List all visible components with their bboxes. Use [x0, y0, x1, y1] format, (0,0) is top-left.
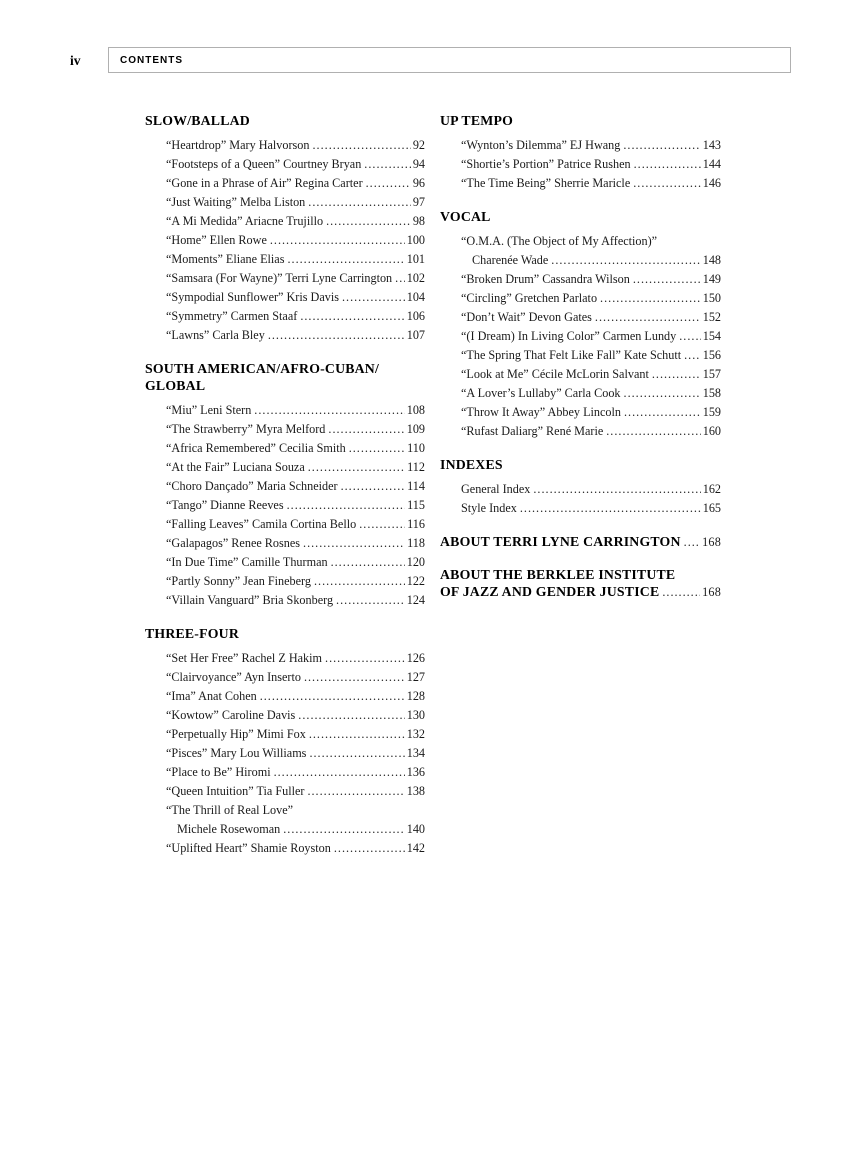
- running-header: [108, 47, 791, 73]
- running-header-title: CONTENTS: [120, 54, 183, 66]
- page-number: 165: [702, 501, 721, 515]
- page-number: 132: [406, 727, 425, 741]
- page-folio: iv: [70, 53, 81, 68]
- toc-entry: [166, 307, 425, 326]
- entry-title: “Place to Be” Hiromi: [166, 765, 271, 779]
- dot-leader: [684, 534, 700, 551]
- dot-leader: [595, 308, 701, 327]
- page-number: 106: [406, 309, 425, 323]
- entry-title: “Samsara (For Wayne)” Terri Lyne Carrington: [166, 271, 393, 285]
- page-number: 140: [406, 822, 425, 836]
- entry-list: [145, 401, 425, 610]
- dot-leader: [287, 496, 406, 515]
- toc-entry: [461, 384, 721, 403]
- entry-title: “Gone in a Phrase of Air” Regina Carter: [166, 176, 363, 190]
- dot-leader: [606, 422, 700, 441]
- entry-title: “Tango” Dianne Reeves: [166, 498, 284, 512]
- toc-entry: [461, 136, 721, 155]
- page-number: 107: [406, 328, 425, 342]
- dot-leader: [679, 327, 700, 346]
- page-number: 160: [702, 424, 721, 438]
- section-heading: [145, 112, 425, 129]
- dot-leader: [283, 820, 404, 839]
- toc-entry: [166, 477, 425, 496]
- page-number: 134: [406, 746, 425, 760]
- dot-leader: [551, 251, 700, 270]
- entry-title: “Footsteps of a Queen” Courtney Bryan: [166, 157, 362, 171]
- page-number: 158: [702, 386, 721, 400]
- toc-entry: [461, 251, 721, 270]
- entry-title: “The Thrill of Real Love”: [166, 803, 294, 817]
- dot-leader: [533, 480, 700, 499]
- toc-entry: [166, 534, 425, 553]
- dot-leader: [307, 782, 404, 801]
- toc-entry: [461, 365, 721, 384]
- dot-leader: [309, 725, 405, 744]
- toc-section: [440, 533, 721, 551]
- page-number: 146: [702, 176, 721, 190]
- entry-title: “Moments” Eliane Elias: [166, 252, 285, 266]
- toc-entry: [166, 326, 425, 345]
- dot-leader: [366, 174, 411, 193]
- section-heading-line1: VOCAL: [440, 209, 491, 224]
- toc-section: [440, 566, 721, 601]
- dot-leader: [326, 212, 411, 231]
- page-number: 120: [406, 555, 425, 569]
- entry-title: “Just Waiting” Melba Liston: [166, 195, 306, 209]
- section-heading-line1: ABOUT THE BERKLEE INSTITUTE: [440, 567, 676, 582]
- toc-entry: [166, 839, 425, 858]
- toc-section: [145, 625, 425, 858]
- toc-entry: [166, 820, 425, 839]
- entry-title: “Villain Vanguard” Bria Skonberg: [166, 593, 334, 607]
- toc-column-left: [145, 112, 425, 873]
- dot-leader: [308, 193, 411, 212]
- section-heading: [440, 112, 721, 129]
- dot-leader: [313, 136, 411, 155]
- page-number: 157: [702, 367, 721, 381]
- dot-leader: [633, 174, 700, 193]
- entry-title: General Index: [461, 482, 531, 496]
- section-heading: [440, 208, 721, 225]
- toc-entry: [166, 250, 425, 269]
- toc-entry: [166, 155, 425, 174]
- section-heading-line2: GLOBAL: [145, 378, 206, 393]
- toc-entry: [166, 687, 425, 706]
- entry-title: “Look at Me” Cécile McLorin Salvant: [461, 367, 649, 381]
- dot-leader: [662, 584, 700, 601]
- toc-entry: [166, 496, 425, 515]
- toc-entry: [166, 439, 425, 458]
- entry-title: “Circling” Gretchen Parlato: [461, 291, 598, 305]
- section-heading: [145, 625, 425, 642]
- toc-entry: [166, 744, 425, 763]
- toc-entry: [166, 725, 425, 744]
- toc-entry: [461, 480, 721, 499]
- toc-entry: [166, 401, 425, 420]
- dot-leader: [309, 744, 404, 763]
- page-number: 130: [406, 708, 425, 722]
- page-number: 94: [412, 157, 425, 171]
- toc-section: [145, 112, 425, 345]
- entry-list: [440, 136, 721, 193]
- page-number: 159: [702, 405, 721, 419]
- dot-leader: [364, 155, 411, 174]
- entry-title: “Sympodial Sunflower” Kris Davis: [166, 290, 339, 304]
- dot-leader: [624, 403, 701, 422]
- entry-title: “Wynton’s Dilemma” EJ Hwang: [461, 138, 621, 152]
- dot-leader: [334, 839, 405, 858]
- dot-leader: [634, 155, 701, 174]
- toc-entry: [166, 763, 425, 782]
- dot-leader: [274, 763, 405, 782]
- entry-title: “Africa Remembered” Cecilia Smith: [166, 441, 346, 455]
- entry-title: “A Mi Medida” Ariacne Trujillo: [166, 214, 324, 228]
- toc-entry: [166, 515, 425, 534]
- section-heading-row: [440, 533, 721, 551]
- dot-leader: [341, 477, 406, 496]
- entry-list: [145, 649, 425, 858]
- entry-title: “Galapagos” Renee Rosnes: [166, 536, 301, 550]
- page-number: 115: [407, 498, 425, 512]
- page-number: 142: [406, 841, 425, 855]
- entry-title: “Throw It Away” Abbey Lincoln: [461, 405, 621, 419]
- dot-leader: [304, 668, 405, 687]
- toc-entry: [461, 422, 721, 441]
- entry-title: “Rufast Daliarg” René Marie: [461, 424, 604, 438]
- section-heading-line1: INDEXES: [440, 457, 503, 472]
- dot-leader: [287, 250, 404, 269]
- entry-title: “The Strawberry” Myra Melford: [166, 422, 326, 436]
- page-number: 149: [702, 272, 721, 286]
- entry-title: “Queen Intuition” Tia Fuller: [166, 784, 305, 798]
- dot-leader: [624, 384, 701, 403]
- toc-entry: [461, 289, 721, 308]
- page-number: 92: [412, 138, 425, 152]
- page-number: 168: [702, 585, 721, 599]
- entry-title: “Clairvoyance” Ayn Inserto: [166, 670, 301, 684]
- section-heading-line1: THREE-FOUR: [145, 626, 239, 641]
- entry-title: “Falling Leaves” Camila Cortina Bello: [166, 517, 357, 531]
- entry-title: “(I Dream) In Living Color” Carmen Lundy: [461, 329, 677, 343]
- entry-title: “Uplifted Heart” Shamie Royston: [166, 841, 331, 855]
- section-heading: ABOUT TERRI LYNE CARRINGTON: [440, 534, 681, 549]
- entry-title: “Symmetry” Carmen Staaf: [166, 309, 298, 323]
- dot-leader: [623, 136, 700, 155]
- dot-leader: [268, 326, 405, 345]
- page-number: 118: [407, 536, 425, 550]
- page-number: 109: [406, 422, 425, 436]
- toc-section: [440, 456, 721, 518]
- dot-leader: [652, 365, 701, 384]
- page-number: 114: [407, 479, 425, 493]
- entry-title: “O.M.A. (The Object of My Affection)”: [461, 234, 658, 248]
- page-number: 168: [702, 535, 721, 549]
- section-heading-line1: SLOW/BALLAD: [145, 113, 250, 128]
- dot-leader: [308, 458, 405, 477]
- entry-title: “Home” Ellen Rowe: [166, 233, 267, 247]
- section-heading: [145, 360, 425, 394]
- toc-entry: [166, 591, 425, 610]
- page-number: 154: [702, 329, 721, 343]
- page-number: 112: [407, 460, 425, 474]
- page-number: 102: [406, 271, 425, 285]
- page-number: 110: [407, 441, 425, 455]
- section-heading-line2: OF JAZZ AND GENDER JUSTICE: [440, 584, 660, 599]
- dot-leader: [300, 307, 404, 326]
- entry-title: “The Time Being” Sherrie Maricle: [461, 176, 631, 190]
- section-heading-row: [440, 583, 721, 601]
- dot-leader: [270, 231, 405, 250]
- entry-title: “A Lover’s Lullaby” Carla Cook: [461, 386, 621, 400]
- toc-entry: [461, 327, 721, 346]
- entry-title: “Kowtow” Caroline Davis: [166, 708, 296, 722]
- page-number: 148: [702, 253, 721, 267]
- dot-leader: [520, 499, 701, 518]
- dot-leader: [342, 288, 405, 307]
- toc-entry: [166, 572, 425, 591]
- entry-title: “Lawns” Carla Bley: [166, 328, 265, 342]
- dot-leader: [328, 420, 404, 439]
- page-number: 144: [702, 157, 721, 171]
- toc-entry: [166, 231, 425, 250]
- dot-leader: [254, 401, 404, 420]
- page-number: 124: [406, 593, 425, 607]
- entry-list: [440, 480, 721, 518]
- toc-entry: [166, 174, 425, 193]
- toc-entry: [461, 270, 721, 289]
- page-number: 128: [406, 689, 425, 703]
- entry-title: “Don’t Wait” Devon Gates: [461, 310, 592, 324]
- section-heading: [440, 456, 721, 473]
- page-number: 104: [406, 290, 425, 304]
- entry-list: [145, 136, 425, 345]
- page-number: 122: [406, 574, 425, 588]
- entry-title: “Choro Dançado” Maria Schneider: [166, 479, 338, 493]
- toc-section: [440, 208, 721, 441]
- page-number: 96: [412, 176, 425, 190]
- dot-leader: [633, 270, 701, 289]
- entry-title: “Miu” Leni Stern: [166, 403, 252, 417]
- entry-title: “Heartdrop” Mary Halvorson: [166, 138, 310, 152]
- entry-title: “Ima” Anat Cohen: [166, 689, 257, 703]
- page-number: 156: [702, 348, 721, 362]
- page-number: 97: [412, 195, 425, 209]
- dot-leader: [395, 269, 405, 288]
- entry-continuation: Michele Rosewoman: [177, 822, 281, 836]
- dot-leader: [325, 649, 405, 668]
- page-number: 126: [406, 651, 425, 665]
- toc-entry: [461, 308, 721, 327]
- page-number: 143: [702, 138, 721, 152]
- entry-list: [440, 232, 721, 441]
- entry-title: “Pisces” Mary Lou Williams: [166, 746, 307, 760]
- dot-leader: [359, 515, 405, 534]
- entry-title: “Shortie’s Portion” Patrice Rushen: [461, 157, 631, 171]
- dot-leader: [336, 591, 405, 610]
- toc-entry: [461, 403, 721, 422]
- entry-title: Style Index: [461, 501, 517, 515]
- entry-title: “At the Fair” Luciana Souza: [166, 460, 305, 474]
- toc-entry: [166, 649, 425, 668]
- page-number: 101: [406, 252, 425, 266]
- entry-continuation: Charenée Wade: [472, 253, 549, 267]
- page-number: 152: [702, 310, 721, 324]
- page-number: 138: [406, 784, 425, 798]
- toc-entry: [166, 706, 425, 725]
- page-number: 98: [412, 214, 425, 228]
- toc-entry: [166, 288, 425, 307]
- entry-title: “Partly Sonny” Jean Fineberg: [166, 574, 311, 588]
- section-heading-line1: SOUTH AMERICAN/AFRO-CUBAN/: [145, 361, 380, 376]
- page-number: 162: [702, 482, 721, 496]
- dot-leader: [349, 439, 405, 458]
- dot-leader: [303, 534, 405, 553]
- entry-title: “Perpetually Hip” Mimi Fox: [166, 727, 306, 741]
- entry-title: “Broken Drum” Cassandra Wilson: [461, 272, 630, 286]
- toc-section: [440, 112, 721, 193]
- toc-entry: [166, 458, 425, 477]
- page-number: 100: [406, 233, 425, 247]
- toc-entry: [461, 155, 721, 174]
- dot-leader: [298, 706, 404, 725]
- toc-entry: [461, 346, 721, 365]
- toc-entry: [166, 782, 425, 801]
- page-number: 127: [406, 670, 425, 684]
- section-heading-line1: UP TEMPO: [440, 113, 514, 128]
- toc-entry: [461, 499, 721, 518]
- entry-title: “In Due Time” Camille Thurman: [166, 555, 328, 569]
- dot-leader: [331, 553, 405, 572]
- toc-section: [145, 360, 425, 610]
- toc-entry: [166, 668, 425, 687]
- page-number: 116: [407, 517, 425, 531]
- page-number: 108: [406, 403, 425, 417]
- toc-entry: [166, 269, 425, 288]
- toc-entry: [166, 136, 425, 155]
- toc-column-right: [440, 112, 721, 616]
- toc-entry: [461, 174, 721, 193]
- dot-leader: [314, 572, 405, 591]
- entry-title: “Set Her Free” Rachel Z Hakim: [166, 651, 323, 665]
- dot-leader: [684, 346, 701, 365]
- dot-leader: [260, 687, 405, 706]
- page-number: 136: [406, 765, 425, 779]
- page-number: 150: [702, 291, 721, 305]
- toc-entry: [166, 553, 425, 572]
- toc-entry: [166, 193, 425, 212]
- toc-entry: [166, 420, 425, 439]
- dot-leader: [600, 289, 701, 308]
- entry-title: “The Spring That Felt Like Fall” Kate Schutt: [461, 348, 682, 362]
- toc-entry: [166, 212, 425, 231]
